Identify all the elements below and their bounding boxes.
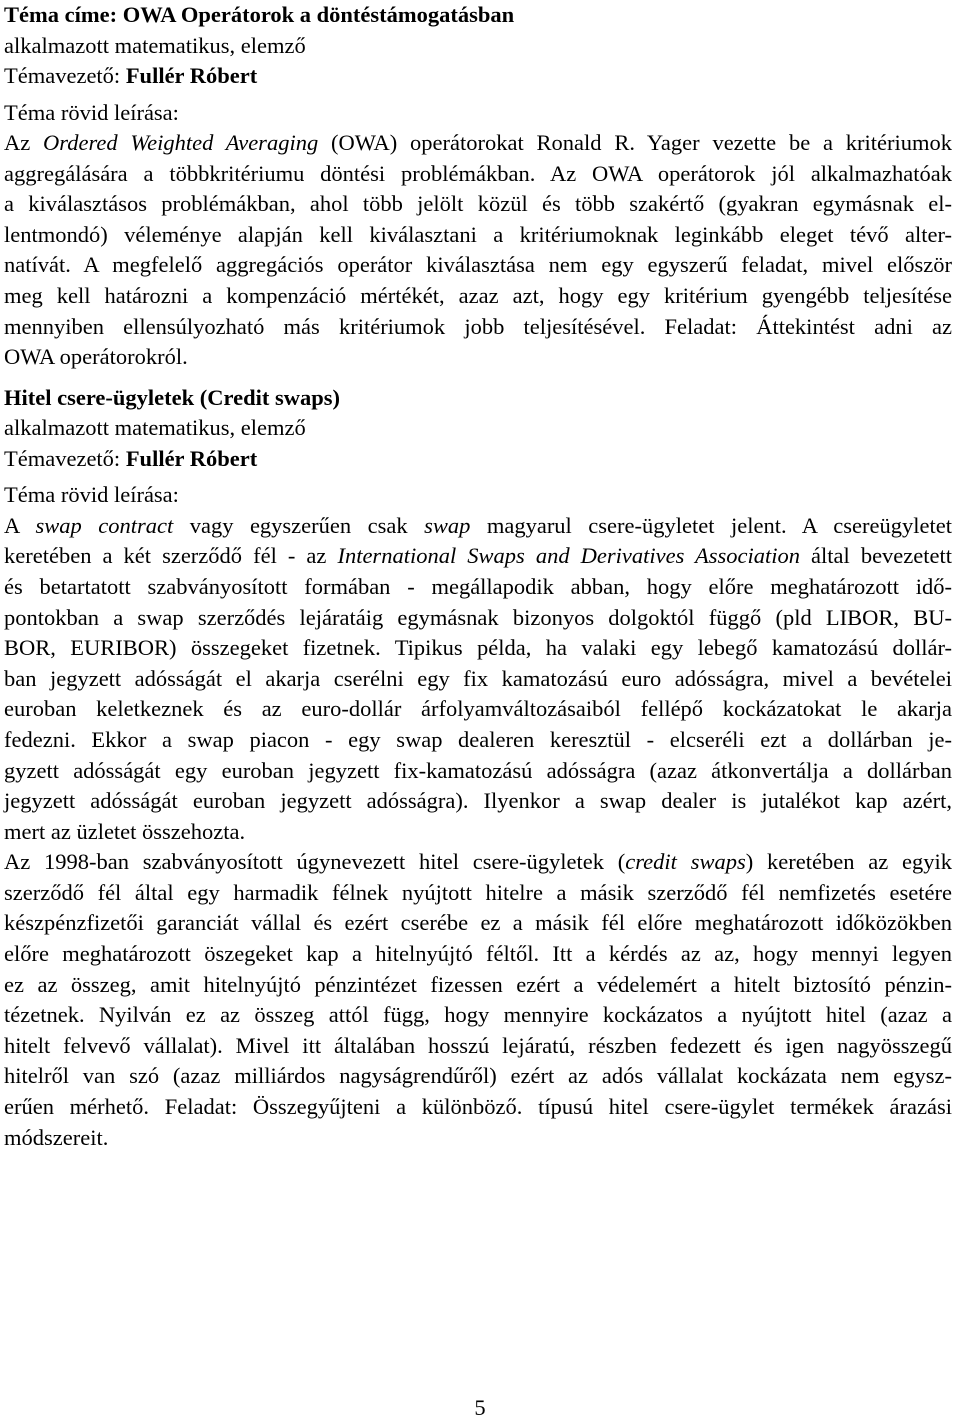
text-segment: a kiválasztásos problémákban, ahol több jelölt közül és több szakértő (gyakran egymásnak el- bbox=[4, 191, 952, 217]
text-segment: fedezni. Ekkor a swap piacon - egy swap dealeren keresztül - elcseréli ezt a dollárban je- bbox=[4, 726, 952, 752]
topic-title: Téma címe: OWA Operátorok a döntéstámogatásban bbox=[4, 2, 515, 27]
supervisor-name: Fullér Róbert bbox=[125, 63, 258, 88]
document-page bbox=[4, 0, 952, 1153]
text-segment: hitelről van szó (azaz milliárdos nagyságrendűről) ezért az adós vállalat kockázata nem egysz- bbox=[4, 1063, 952, 1089]
text-segment: euroban keletkeznek és az euro-dollár árfolyamváltozásaiból fellépő kockázatokat le akarja bbox=[4, 696, 952, 722]
text-line bbox=[4, 939, 952, 970]
text-segment: tézetnek. Nyilván ez az összeg attól függ, hogy mennyire kockázatos a nyújtott hitel (azaz a bbox=[4, 1002, 952, 1028]
text-segment: mennyiben ellensúlyozható más kritériumok jobb teljesítésével. Feladat: Áttekintést adni az bbox=[4, 313, 952, 339]
text-segment: ban jegyzett adósságát el akarja cserélni egy fix kamatozású euro adósságra, mivel a bevételei bbox=[4, 665, 952, 691]
text-segment: meg kell határozni a kompenzáció mértékét, azaz azt, hogy egy kritérium gyengébb teljesítése bbox=[4, 282, 952, 308]
text-segment: és betartatott szabványosított formában - megállapodik abban, hogy előre meghatározott idő- bbox=[4, 573, 952, 599]
text-segment: gyzett adósságát egy euroban jegyzett fix-kamatozású adósságra (azaz átkonvertálja a dollárban bbox=[4, 757, 952, 783]
text-segment: lentmondó) véleménye alapján kell kiválasztani a kritériumoknak leginkább eleget tévő alter- bbox=[4, 221, 952, 247]
text-segment: aggregálására a többkritériumu döntési problémákban. Az OWA operátorok jól alkalmazhatóak bbox=[4, 160, 952, 186]
supervisor-name: Fullér Róbert bbox=[125, 445, 258, 471]
text-line bbox=[4, 970, 952, 1001]
text-segment: erűen mérhető. Feladat: Összegyűjteni a különböző. típusú hitel csere-ügylet termékek árazási bbox=[4, 1094, 952, 1120]
text-line bbox=[4, 1000, 952, 1031]
italic-term: swap contract bbox=[35, 512, 174, 538]
text-segment: (OWA) operátorokat Ronald R. Yager vezette be a kritériumok bbox=[318, 130, 952, 155]
text-segment: pontokban a swap szerződés lejáratáig egymásnak bizonyos dolgoktól függő (pld LIBOR, BU- bbox=[4, 604, 952, 630]
text-segment: készpénzfizetői garanciát vállal és ezért cserébe ez a másik fél előre meghatározott időközökben bbox=[4, 910, 952, 936]
text-line bbox=[4, 725, 952, 756]
text-line bbox=[4, 159, 952, 190]
text-line bbox=[4, 633, 952, 664]
topic-owa bbox=[4, 0, 952, 373]
text-line bbox=[4, 603, 952, 634]
text-line bbox=[4, 878, 952, 909]
text-line bbox=[4, 1123, 952, 1154]
supervisor-label: Témavezető: bbox=[4, 445, 126, 471]
text-segment: módszereit. bbox=[4, 1124, 109, 1150]
description-label: Téma rövid leírása: bbox=[4, 482, 179, 508]
text-line bbox=[4, 1031, 952, 1062]
text-segment: A bbox=[4, 512, 36, 538]
text-segment: BOR, EURIBOR) összegeket fizetnek. Tipikus példa, ha valaki egy lebegő kamatozású dollár- bbox=[4, 635, 952, 661]
text-line bbox=[4, 541, 952, 572]
program-line: alkalmazott matematikus, elemző bbox=[4, 415, 306, 441]
text-line bbox=[4, 312, 952, 343]
text-line bbox=[4, 250, 952, 281]
supervisor-label: Témavezető: bbox=[4, 63, 126, 88]
program-line: alkalmazott matematikus, elemző bbox=[4, 32, 306, 58]
description-paragraph-2 bbox=[4, 847, 952, 1153]
page-number: 5 bbox=[474, 1395, 486, 1420]
text-line bbox=[4, 1092, 952, 1123]
text-line bbox=[4, 189, 952, 220]
text-line bbox=[4, 908, 952, 939]
text-line bbox=[4, 511, 952, 542]
text-line bbox=[4, 786, 952, 817]
text-segment: magyarul csere-ügyletet jelent. A csereügyletet bbox=[470, 512, 952, 538]
text-line bbox=[4, 694, 952, 725]
text-segment: előre meghatározott öszegeket kap a hitelnyújtó féltől. Itt a kérdés az az, hogy mennyi legyen bbox=[4, 941, 952, 967]
text-segment: vagy egyszerűen csak bbox=[173, 512, 425, 538]
description-paragraph bbox=[4, 128, 952, 373]
description-label: Téma rövid leírása: bbox=[4, 99, 179, 125]
italic-term: swap bbox=[424, 512, 471, 538]
text-segment: mert az üzletet összehozta. bbox=[4, 818, 246, 844]
text-line bbox=[4, 847, 952, 878]
text-line bbox=[4, 664, 952, 695]
text-segment: Az 1998-ban szabványosított úgynevezett hitel csere-ügyletek ( bbox=[4, 849, 626, 875]
text-line bbox=[4, 342, 952, 373]
text-line bbox=[4, 220, 952, 251]
text-segment: szerződő fél által egy harmadik félnek nyújtott hitelre a másik szerződő fél nemfizetés esetére bbox=[4, 879, 952, 905]
text-segment: OWA operátorokról. bbox=[4, 344, 188, 370]
text-segment: ) keretében az egyik bbox=[745, 849, 952, 875]
text-segment: natívát. A megfelelő aggregációs operátor kiválasztása nem egy egyszerű feladat, mivel először bbox=[4, 252, 952, 278]
text-line bbox=[4, 817, 952, 848]
topic-credit-swaps bbox=[4, 383, 952, 1153]
italic-term: International Swaps and Derivatives Association bbox=[337, 543, 800, 569]
italic-term: credit swaps bbox=[625, 849, 746, 875]
text-line bbox=[4, 756, 952, 787]
text-line bbox=[4, 281, 952, 312]
text-segment: jegyzett adósságát euroban jegyzett adósságra). Ilyenkor a swap dealer is jutalékot kap azért, bbox=[4, 788, 952, 814]
supervisor-line bbox=[4, 444, 952, 475]
supervisor-line bbox=[4, 61, 952, 92]
description-paragraph-1 bbox=[4, 511, 952, 848]
text-line bbox=[4, 128, 952, 159]
text-segment: hitelt felvevő vállalat). Mivel itt általában hosszú lejáratú, részben fedezett és igen nagyösszegű bbox=[4, 1032, 952, 1058]
text-segment: Az bbox=[4, 130, 44, 155]
italic-term: Ordered Weighted Averaging bbox=[43, 130, 319, 155]
text-line bbox=[4, 1061, 952, 1092]
text-line bbox=[4, 572, 952, 603]
text-segment: ez az összeg, amit hitelnyújtó pénzintézet fizessen ezért a védelemért a hitelt biztosító pénzin- bbox=[4, 971, 952, 997]
text-segment: által bevezetett bbox=[799, 543, 953, 569]
text-segment: keretében a két szerződő fél - az bbox=[4, 543, 338, 569]
topic-title: Hitel csere-ügyletek (Credit swaps) bbox=[4, 384, 340, 410]
